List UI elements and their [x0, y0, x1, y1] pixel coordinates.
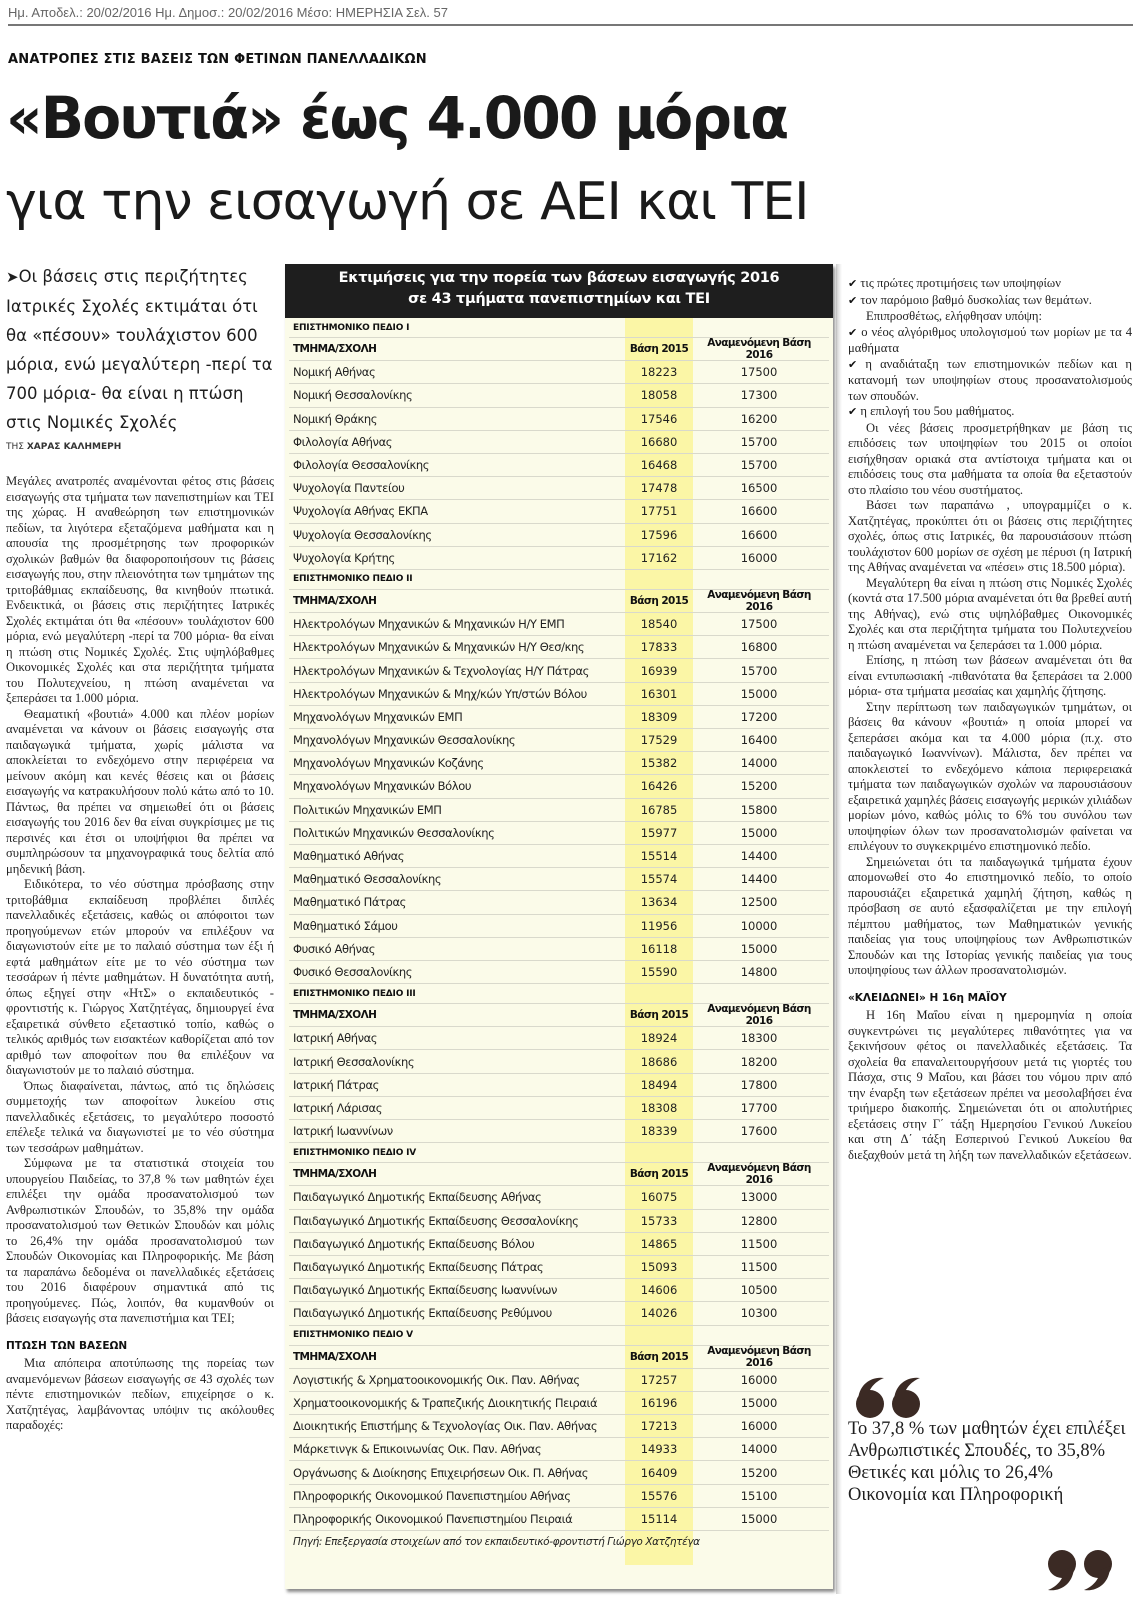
department-name: Παιδαγωγικό Δημοτικής Εκπαίδευσης Ρεθύμνου: [293, 1306, 552, 1321]
field-label: ΕΠΙΣΤΗΜΟΝΙΚΟ ΠΕΔΙΟ IV: [293, 1147, 416, 1158]
base-2015-value: 15733: [640, 1213, 678, 1228]
base-2016-value: 10000: [740, 918, 778, 933]
table-header-row: [289, 590, 829, 613]
table-body: [285, 318, 833, 1531]
lead-text: Οι βάσεις στις περιζήτητες Ιατρικές Σχολές εκτιμάται ότι θα «πέσουν» τουλάχιστον 600 μόρια, ενώ μεγαλύτερη -περί τα 700 μόρια- θα είναι η πτώση στις Νομικές Σχολές: [6, 267, 273, 432]
base-2016-value: 17600: [740, 1124, 778, 1139]
arrow-bullet-icon: ➤: [6, 268, 19, 286]
department-name: Ψυχολογία Παντείου: [293, 481, 405, 496]
field-row: [289, 1326, 829, 1346]
base-2016-value: 16000: [740, 1419, 778, 1434]
department-name: Ψυχολογία Αθήνας ΕΚΠΑ: [293, 504, 428, 519]
table-shadow: [836, 264, 842, 1594]
base-2016-value: 15200: [740, 779, 778, 794]
table-row: [289, 477, 829, 500]
table-row: [289, 1097, 829, 1120]
department-name: Οργάνωσης & Διοίκησης Επιχειρήσεων Οικ. Π. Αθήνας: [293, 1465, 589, 1480]
base-2016-value: 14000: [740, 1442, 778, 1457]
base-2015-value: 14865: [640, 1236, 678, 1251]
table-row: [289, 524, 829, 547]
field-label: ΕΠΙΣΤΗΜΟΝΙΚΟ ΠΕΔΙΟ ΙΙΙ: [293, 988, 416, 999]
base-2015-value: 16468: [640, 458, 678, 473]
column-header-2015: Βάση 2015: [629, 343, 689, 356]
field-row: [289, 1143, 829, 1163]
field-label: ΕΠΙΣΤΗΜΟΝΙΚΟ ΠΕΔΙΟ Ι: [293, 322, 410, 333]
base-2015-value: 15590: [640, 964, 678, 979]
department-name: Ψυχολογία Κρήτης: [293, 550, 395, 565]
base-2015-value: 17596: [640, 527, 678, 542]
base-2015-value: 18308: [640, 1100, 678, 1115]
admission-scores-table: [285, 264, 833, 1589]
table-row: [289, 799, 829, 822]
right-body-column: [848, 276, 1132, 1163]
department-name: Παιδαγωγικό Δημοτικής Εκπαίδευσης Ιωαννίνων: [293, 1283, 558, 1298]
column-header-department: ΤΜΗΜΑ/ΣΧΟΛΗ: [293, 1168, 377, 1181]
department-name: Πληροφορικής Οικονομικού Πανεπιστημίου Αθήνας: [293, 1488, 571, 1503]
quote-open-icon: [850, 1370, 930, 1420]
byline: [6, 442, 121, 452]
base-2016-value: 18300: [740, 1031, 778, 1046]
column-header-department: ΤΜΗΜΑ/ΣΧΟΛΗ: [293, 1009, 377, 1022]
check-text: τον παρόμοιο βαθμό δυσκολίας των θεμάτων.: [860, 292, 1092, 307]
table-row: [289, 1461, 829, 1484]
base-2016-value: 17500: [740, 617, 778, 632]
column-header-2016: Αναμενόμενη Βάση 2016: [707, 1162, 811, 1187]
table-row: [289, 868, 829, 891]
column-header-2016: Αναμενόμενη Βάση 2016: [707, 337, 811, 362]
table-row: [289, 1210, 829, 1233]
department-name: Παιδαγωγικό Δημοτικής Εκπαίδευσης Πάτρας: [293, 1260, 544, 1275]
table-row: [289, 1050, 829, 1073]
table-row: [289, 1186, 829, 1209]
table-row: [289, 1392, 829, 1415]
department-name: Πολιτικών Μηχανικών Θεσσαλονίκης: [293, 825, 495, 840]
table-title-line-2: σε 43 τμήματα πανεπιστημίων και ΤΕΙ: [408, 291, 710, 307]
base-2016-value: 15200: [740, 1465, 778, 1480]
table-row: [289, 775, 829, 798]
base-2015-value: 15514: [640, 849, 678, 864]
department-name: Μαθηματικό Αθήνας: [293, 849, 405, 864]
body-paragraph: Σημειώνεται ότι τα παιδαγωγικά τμήματα έχουν απομονωθεί στο 4ο επιστημονικό πεδίο, το οποίο παρουσιάζει εξαιρετικά χαμηλή ζήτηση, καθώς η πρόσβαση σε αυτό εξασφαλίζεται με την επιλογή πέμπτου μαθήματος, των Μαθηματικών γενικής παιδείας για τους υποψηφίους των Ανθρωπιστικών Σπουδών και της Ιστορίας γενικής παιδείας για τους υποψηφίους των άλλων προσανατολισμών.: [848, 854, 1132, 977]
department-name: Νομική Αθήνας: [293, 365, 376, 380]
column-header-2015: Βάση 2015: [629, 1009, 689, 1022]
check-item: [848, 325, 1132, 357]
base-2016-value: 17200: [740, 709, 778, 724]
check-text: ο νέος αλγόριθμος υπολογισμού των μορίων με τα 4 μαθήματα: [848, 324, 1132, 355]
article-headline: «Βουτιά» έως 4.000 μόρια: [6, 84, 788, 152]
table-row: [289, 1508, 829, 1531]
base-2015-value: 15382: [640, 756, 678, 771]
table-row: [289, 1074, 829, 1097]
section-heading: ΠΤΩΣΗ ΤΩΝ ΒΑΣΕΩΝ: [6, 1339, 128, 1352]
table-row: [289, 1369, 829, 1392]
base-2015-value: 16426: [640, 779, 678, 794]
check-icon: ✔: [848, 294, 858, 307]
base-2015-value: 16409: [640, 1465, 678, 1480]
body-paragraph: Βάσει των παραπάνω , υπογραμμίζει ο κ. Χατζητέγας, προκύπτει ότι οι βάσεις στις περιζήτητες σχολές, όπως στις Ιατρικές, θα παρουσιάσουν πτώση τουλάχιστον 600 μορίων σε σχέση με πέρυσι (η Ιατρική της Αθήνας αναμένεται να «πέσει» στις 18.500 μόρια).: [848, 498, 1132, 574]
table-row: [289, 1027, 829, 1050]
table-row: [289, 1438, 829, 1461]
base-2016-value: 17800: [740, 1077, 778, 1092]
base-2015-value: 17478: [640, 481, 678, 496]
department-name: Φυσικό Αθήνας: [293, 941, 376, 956]
base-2015-value: 17529: [640, 733, 678, 748]
department-name: Ηλεκτρολόγων Μηχανικών & Μηχανικών Η/Υ ΕΜΠ: [293, 617, 565, 632]
base-2016-value: 16400: [740, 733, 778, 748]
department-name: Ιατρική Πάτρας: [293, 1077, 379, 1092]
check-icon: ✔: [848, 358, 858, 371]
base-2015-value: 15977: [640, 825, 678, 840]
check-icon: ✔: [848, 326, 858, 339]
byline-prefix: ΤΗΣ: [6, 442, 24, 452]
byline-author: ΧΑΡΑΣ ΚΑΛΗΜΕΡΗ: [26, 442, 122, 452]
check-text: η αναδιάταξη των επιστημονικών πεδίων και η κατανομή των υποψηφίων στους προσανατολισμούς των σπουδών.: [848, 356, 1132, 403]
table-row: [289, 915, 829, 938]
check-item: [848, 276, 1132, 293]
base-2016-value: 10500: [740, 1283, 778, 1298]
base-2015-value: 18494: [640, 1077, 678, 1092]
base-2015-value: 16075: [640, 1190, 678, 1205]
base-2015-value: 18223: [640, 365, 678, 380]
department-name: Μαθηματικό Πάτρας: [293, 895, 406, 910]
article-lead: [6, 262, 276, 437]
section-heading: «ΚΛΕΙΔΩΝΕΙ» Η 16η ΜΑΪΟΥ: [848, 991, 1007, 1004]
base-2016-value: 15000: [740, 686, 778, 701]
table-row: [289, 706, 829, 729]
table-row: [289, 938, 829, 961]
table-row: [289, 845, 829, 868]
base-2016-value: 16600: [740, 504, 778, 519]
department-name: Πληροφορικής Οικονομικού Πανεπιστημίου Πειραιά: [293, 1511, 573, 1526]
department-name: Φυσικό Θεσσαλονίκης: [293, 964, 413, 979]
base-2015-value: 17546: [640, 411, 678, 426]
department-name: Μηχανολόγων Μηχανικών ΕΜΠ: [293, 709, 463, 724]
base-2015-value: 17257: [640, 1372, 678, 1387]
table-row: [289, 1485, 829, 1508]
department-name: Διοικητικής Επιστήμης & Τεχνολογίας Οικ. Παν. Αθήνας: [293, 1419, 598, 1434]
check-item: [848, 357, 1132, 405]
column-header-2015: Βάση 2015: [629, 594, 689, 607]
table-row: [289, 683, 829, 706]
base-2016-value: 15700: [740, 434, 778, 449]
base-2016-value: 15700: [740, 663, 778, 678]
table-row: [289, 961, 829, 984]
body-paragraph: Μεγαλύτερη θα είναι η πτώση στις Νομικές Σχολές (κοντά στα 17.500 μόρια αναμένεται ότι θα βρεθεί αυτή της Αθήνας), ενώ στις υψηλόβαθμες Οικονομικές Σχολές και στα περιζήτητα τμήματα του Πολυτεχνείου η πτώση αναμένεται να ξεπεράσει τα 1.000 μόρια.: [848, 575, 1132, 652]
quote-close-icon: [1040, 1548, 1120, 1598]
department-name: Φιλολογία Θεσσαλονίκης: [293, 458, 430, 473]
base-2016-value: 14800: [740, 964, 778, 979]
field-row: [289, 318, 829, 338]
base-2016-value: 16600: [740, 527, 778, 542]
body-paragraph: Οι νέες βάσεις προσμετρήθηκαν με βάση τις επιδόσεις των υποψηφίων του 2015 οι οποίοι εισήχθησαν οριακά στα αντίστοιχα τμήματα και οι επιδόσεις τους στα μαθήματα τα οποία θα εξεταστούν στο πλαίσιο του νέου συστήματος.: [848, 420, 1132, 497]
department-name: Ιατρική Αθήνας: [293, 1031, 378, 1046]
table-header-row: [289, 1004, 829, 1027]
table-row: [289, 408, 829, 431]
table-header-row: [289, 1346, 829, 1369]
column-header-department: ΤΜΗΜΑ/ΣΧΟΛΗ: [293, 343, 377, 356]
department-name: Ηλεκτρολόγων Μηχανικών & Μηχανικών Η/Υ Θεσ/κης: [293, 640, 585, 655]
base-2016-value: 14400: [740, 872, 778, 887]
body-paragraph: Στην περίπτωση των παιδαγωγικών τμημάτων, οι βάσεις θα κάνουν «βουτιά» η οποία μπορεί να ξεπεράσει ακόμα και τα 4.000 μόρια (π.χ. στο παιδαγωγικό Ιωαννίνων). Μάλιστα, δεν πρέπει να αποκλειστεί το ενδεχόμενο κάποια περιφερειακά τμήματα των παιδαγωγικών σχολών να παρουσιάσουν εξαιρετικά χαμηλές βάσεις εισαγωγής μερικών χιλιάδων μορίων μόνο, καθώς μόλις το 6% του συνόλου των υποψηφίων όλων των προσανατολισμών φαίνεται να επιλέγουν το συγκεκριμένο επιστημονικό πεδίο.: [848, 699, 1132, 853]
department-name: Ηλεκτρολόγων Μηχανικών & Μηχ/κών Υπ/στών Βόλου: [293, 686, 587, 701]
column-header-department: ΤΜΗΜΑ/ΣΧΟΛΗ: [293, 1350, 377, 1363]
left-body-column: [6, 474, 274, 1434]
department-name: Πολιτικών Μηχανικών ΕΜΠ: [293, 802, 442, 817]
department-name: Νομική Θράκης: [293, 411, 378, 426]
table-row: [289, 613, 829, 636]
table-row: [289, 1233, 829, 1256]
table-title-line-1: Εκτιμήσεις για την πορεία των βάσεων εισαγωγής 2016: [338, 270, 780, 286]
base-2015-value: 16118: [640, 941, 678, 956]
table-row: [289, 547, 829, 570]
table-row: [289, 500, 829, 523]
base-2016-value: 16800: [740, 640, 778, 655]
base-2015-value: 17833: [640, 640, 678, 655]
body-paragraph: Ειδικότερα, το νέο σύστημα πρόσβασης στην τριτοβάθμια εκπαίδευση προβλέπει διπλές πανελλαδικές εξετάσεις, καθώς οι απόφοιτοι των προηγούμενων ετών μπορούν να επιλέξουν να διαγωνιστούν είτε με το παλαιό σύστημα των έξι ή εφτά μαθημάτων είτε με το νέο σύστημα των τεσσάρων ή πέντε μαθημάτων. Η δυνατότητα αυτή, όπως εξηγεί στην «ΗτΣ» ο εκπαιδευτικός - φροντιστής κ. Γιώργος Χατζητέγας, δημιουργεί ένα εξαιρετικά σύνθετο εξεταστικό τοπίο, καθώς ο τελικός αριθμός των εισακτέων καθορίζεται από τον αριθμό των αποφοίτων που θα επιλέξουν να διαγωνιστούν με το παλαιό σύστημα.: [6, 877, 274, 1077]
table-row: [289, 659, 829, 682]
department-name: Μάρκετινγκ & Επικοινωνίας Οικ. Παν. Αθήνας: [293, 1442, 542, 1457]
base-2016-value: 18200: [740, 1054, 778, 1069]
base-2015-value: 18309: [640, 709, 678, 724]
base-2016-value: 16000: [740, 1372, 778, 1387]
department-name: Φιλολογία Αθήνας: [293, 434, 393, 449]
base-2016-value: 12500: [740, 895, 778, 910]
base-2016-value: 16200: [740, 411, 778, 426]
base-2016-value: 11500: [740, 1236, 778, 1251]
table-row: [289, 1415, 829, 1438]
check-item: [848, 293, 1132, 310]
base-2015-value: 18339: [640, 1124, 678, 1139]
column-header-2015: Βάση 2015: [629, 1350, 689, 1363]
base-2015-value: 18540: [640, 617, 678, 632]
table-header-row: [289, 338, 829, 361]
base-2016-value: 14400: [740, 849, 778, 864]
table-row: [289, 891, 829, 914]
body-paragraph: Επιπροσθέτως, ελήφθησαν υπόψη:: [866, 309, 1042, 323]
table-source: Πηγή: Επεξεργασία στοιχείων από τον εκπαιδευτικό-φροντιστή Γιώργο Χατζητέγα: [293, 1536, 700, 1548]
table-row: [289, 454, 829, 477]
base-2016-value: 13000: [740, 1190, 778, 1205]
base-2016-value: 12800: [740, 1213, 778, 1228]
base-2015-value: 15576: [640, 1488, 678, 1503]
department-name: Μηχανολόγων Μηχανικών Κοζάνης: [293, 756, 484, 771]
department-name: Μαθηματικό Θεσσαλονίκης: [293, 872, 442, 887]
base-2015-value: 18058: [640, 388, 678, 403]
department-name: Λογιστικής & Χρηματοοικονομικής Οικ. Παν. Αθήνας: [293, 1372, 580, 1387]
table-row: [289, 384, 829, 407]
check-text: τις πρώτες προτιμήσεις των υποψηφίων: [860, 276, 1061, 290]
check-text: η επιλογή του 5ου μαθήματος.: [860, 404, 1015, 418]
base-2015-value: 18924: [640, 1031, 678, 1046]
body-paragraph: Θεαματική «βουτιά» 4.000 και πλέον μορίων αναμένεται να κάνουν οι βάσεις εισαγωγής στα παιδαγωγικά τμήματα, χωρίς μάλιστα να αποκλείεται το ενδεχόμενο στην περιφέρεια να μείνουν ακόμη και κενές θέσεις και οι βάσεις εισαγωγής να κατρακυλήσουν πολύ κάτω από το 10. Πάντως, θα πρέπει να σημειωθεί ότι οι βάσεις εισαγωγής του 2016 δεν θα είναι συγκρίσιμες με τις περσινές και έτσι οι υποψήφιοι θα πρέπει να συμπληρώσουν τα μηχανογραφικά τους δελτία από μηδενική βάση.: [6, 706, 274, 876]
base-2015-value: 15114: [640, 1511, 678, 1526]
base-2016-value: 15000: [740, 941, 778, 956]
body-paragraph: Η 16η Μαΐου είναι η ημερομηνία η οποία συγκεντρώνει τις μεγαλύτερες πιθανότητες για να ξεκινήσουν φέτος οι πανελλαδικές εξετάσεις. Τα σχολεία θα επαναλειτουργήσουν μετά τις γιορτές του Πάσχα, στις 9 Μαΐου, και βάσει του νόμου πριν από την έναρξη των εξετάσεων πρέπει να μεσολαβήσει ένα τριήμερο διακοπής. Σημειώνεται ότι οι απολυτήριες εξετάσεις στην Γ΄ τάξη Ημερησίου Γενικού Λυκείου και στη Δ΄ τάξη Εσπερινού Γενικού Λυκείου θα διεξαχθούν μετά τη λήξη των πανελλαδικών εξετάσεων.: [848, 1008, 1132, 1162]
department-name: Ιατρική Ιωαννίνων: [293, 1124, 393, 1139]
table-row: [289, 361, 829, 384]
department-name: Ιατρική Θεσσαλονίκης: [293, 1054, 415, 1069]
table-row: [289, 729, 829, 752]
base-2016-value: 16500: [740, 481, 778, 496]
base-2016-value: 15100: [740, 1488, 778, 1503]
column-header-department: ΤΜΗΜΑ/ΣΧΟΛΗ: [293, 594, 377, 607]
department-name: Χρηματοοικονομικής & Τραπεζικής Διοικητικής Πειραιά: [293, 1395, 598, 1410]
department-name: Μαθηματικό Σάμου: [293, 918, 398, 933]
field-row: [289, 984, 829, 1004]
table-row: [289, 1279, 829, 1302]
base-2015-value: 11956: [640, 918, 678, 933]
base-2016-value: 11500: [740, 1260, 778, 1275]
department-name: Ηλεκτρολόγων Μηχανικών & Τεχνολογίας Η/Υ Πάτρας: [293, 663, 589, 678]
field-label: ΕΠΙΣΤΗΜΟΝΙΚΟ ΠΕΔΙΟ V: [293, 1330, 413, 1340]
base-2015-value: 14606: [640, 1283, 678, 1298]
field-label: ΕΠΙΣΤΗΜΟΝΙΚΟ ΠΕΔΙΟ ΙΙ: [293, 574, 413, 585]
department-name: Παιδαγωγικό Δημοτικής Εκπαίδευσης Θεσσαλονίκης: [293, 1213, 579, 1228]
check-icon: ✔: [848, 406, 858, 418]
base-2016-value: 15800: [740, 802, 778, 817]
base-2015-value: 16785: [640, 802, 678, 817]
base-2016-value: 15700: [740, 458, 778, 473]
base-2016-value: 17700: [740, 1100, 778, 1115]
base-2015-value: 17213: [640, 1419, 678, 1434]
base-2016-value: 15000: [740, 825, 778, 840]
department-name: Μηχανολόγων Μηχανικών Βόλου: [293, 779, 472, 794]
table-row: [289, 1256, 829, 1279]
table-header-row: [289, 1163, 829, 1186]
department-name: Παιδαγωγικό Δημοτικής Εκπαίδευσης Βόλου: [293, 1236, 535, 1251]
column-header-2015: Βάση 2015: [629, 1168, 689, 1181]
column-header-2016: Αναμενόμενη Βάση 2016: [707, 588, 811, 613]
base-2015-value: 13634: [640, 895, 678, 910]
base-2015-value: 16680: [640, 434, 678, 449]
base-2016-value: 15000: [740, 1511, 778, 1526]
table-row: [289, 636, 829, 659]
base-2015-value: 17162: [640, 550, 678, 565]
base-2015-value: 16939: [640, 663, 678, 678]
table-row: [289, 1302, 829, 1325]
department-name: Μηχανολόγων Μηχανικών Θεσσαλονίκης: [293, 733, 516, 748]
base-2016-value: 10300: [740, 1306, 778, 1321]
check-icon: ✔: [848, 278, 858, 290]
base-2015-value: 15093: [640, 1260, 678, 1275]
pull-quote: Το 37,8 % των μαθητών έχει επιλέξει Ανθρωπιστικές Σπουδές, το 35,8% Θετικές και μόλις το 26,4% Οικονομία και Πληροφορική: [848, 1419, 1126, 1505]
body-paragraph: Επίσης, η πτώση των βάσεων αναμένεται ότι θα είναι εντυπωσιακή -πιθανότατα θα ξεπεράσει τα 2.000 μόρια- στα τμήματα μεσαίας και χαμηλής ζήτησης.: [848, 653, 1132, 698]
department-name: Νομική Θεσσαλονίκης: [293, 388, 413, 403]
base-2016-value: 14000: [740, 756, 778, 771]
body-paragraph: Όπως διαφαίνεται, πάντως, από τις δηλώσεις συμμετοχής των αποφοίτων λυκείου στις πανελλαδικές εξετάσεις, το μεγαλύτερο ποσοστό επέλεξε τελικά να διαγωνιστεί με το νέο σύστημα των τεσσάρων μαθημάτων.: [6, 1078, 274, 1155]
department-name: Παιδαγωγικό Δημοτικής Εκπαίδευσης Αθήνας: [293, 1190, 542, 1205]
column-header-2016: Αναμενόμενη Βάση 2016: [707, 1344, 811, 1369]
base-2015-value: 18686: [640, 1054, 678, 1069]
field-row: [289, 570, 829, 590]
base-2015-value: 17751: [640, 504, 678, 519]
base-2015-value: 15574: [640, 872, 678, 887]
table-title: [285, 264, 833, 318]
article-subheadline: για την εισαγωγή σε ΑΕΙ και ΤΕΙ: [6, 172, 809, 232]
base-2016-value: 16000: [740, 550, 778, 565]
article-kicker: ΑΝΑΤΡΟΠΕΣ ΣΤΙΣ ΒΑΣΕΙΣ ΤΩΝ ΦΕΤΙΝΩΝ ΠΑΝΕΛΛΑΔΙΚΩΝ: [8, 52, 427, 67]
base-2015-value: 14933: [640, 1442, 678, 1457]
check-item: [848, 404, 1132, 421]
base-2016-value: 17300: [740, 388, 778, 403]
base-2016-value: 17500: [740, 365, 778, 380]
column-header-2016: Αναμενόμενη Βάση 2016: [707, 1003, 811, 1028]
department-name: Ψυχολογία Θεσσαλονίκης: [293, 527, 432, 542]
base-2016-value: 15000: [740, 1395, 778, 1410]
table-row: [289, 1120, 829, 1143]
table-row: [289, 822, 829, 845]
table-row: [289, 431, 829, 454]
body-paragraph: Σύμφωνα με τα στατιστικά στοιχεία του υπουργείου Παιδείας, το 37,8 % των μαθητών έχει επιλέξει την ομάδα προσανατολισμού των Ανθρωπιστικών Σπουδών, το 35,8% την ομάδα προσανατολισμού των Θετικών Σπουδών και μόλις το 26,4% την ομάδα προσανατολισμού των Σπουδών Οικονομίας και Πληροφορικής. Με βάση τα παραπάνω δεδομένα οι πανελλαδικές εξετάσεις του 2016 διαφέρουν σημαντικά από τις προηγούμενες. Πώς, λοιπόν, θα κυμανθούν οι βάσεις εισαγωγής στα πανεπιστήμια και ΤΕΙ;: [6, 1156, 274, 1325]
body-paragraph: Μια απόπειρα αποτύπωσης της πορείας των αναμενόμενων βάσεων εισαγωγής σε 43 σχολές των πέντε επιστημονικών πεδίων, επιχείρησε ο κ. Χατζητέγας, λαμβάνοντας υπόψιν τις ακόλουθες παραδοχές:: [6, 1356, 274, 1432]
department-name: Ιατρική Λάρισας: [293, 1100, 383, 1115]
base-2015-value: 16301: [640, 686, 678, 701]
table-row: [289, 752, 829, 775]
base-2015-value: 16196: [640, 1395, 678, 1410]
base-2015-value: 14026: [640, 1306, 678, 1321]
clipping-meta-bar: Ημ. Αποδελ.: 20/02/2016 Ημ. Δημοσ.: 20/02/2016 Μέσο: ΗΜΕΡΗΣΙΑ Σελ. 57: [8, 4, 1133, 26]
body-paragraph: Μεγάλες ανατροπές αναμένονται φέτος στις βάσεις εισαγωγής στα τμήματα των πανεπιστημίων και ΤΕΙ της χώρας. Η αναθεώρηση των επιστημονικών πεδίων, τα λιγότερα εξεταζόμενα μαθήματα και η απουσία της προσμέτρησης των προφορικών σχολικών βαθμών θα διαφοροποιήσουν τις βάσεις εισαγωγής που, στην πλειονότητα των τμημάτων της τριτοβάθμιας εκπαίδευσης, θα κινηθούν πτωτικά. Ενδεικτικά, οι βάσεις στις περιζήτητες Ιατρικές Σχολές εκτιμάται ότι θα «πέσουν» τουλάχιστον 600 μόρια, ενώ μεγαλύτερη -περί τα 700 μόρια- θα είναι η πτώση στις Νομικές Σχολές. Στις υψηλόβαθμες Οικονομικές Σχολές και στα περιζήτητα τμήματα του Πολυτεχνείου, η πτώση αναμένεται να ξεπεράσει τα 1.000 μόρια.: [6, 474, 274, 705]
